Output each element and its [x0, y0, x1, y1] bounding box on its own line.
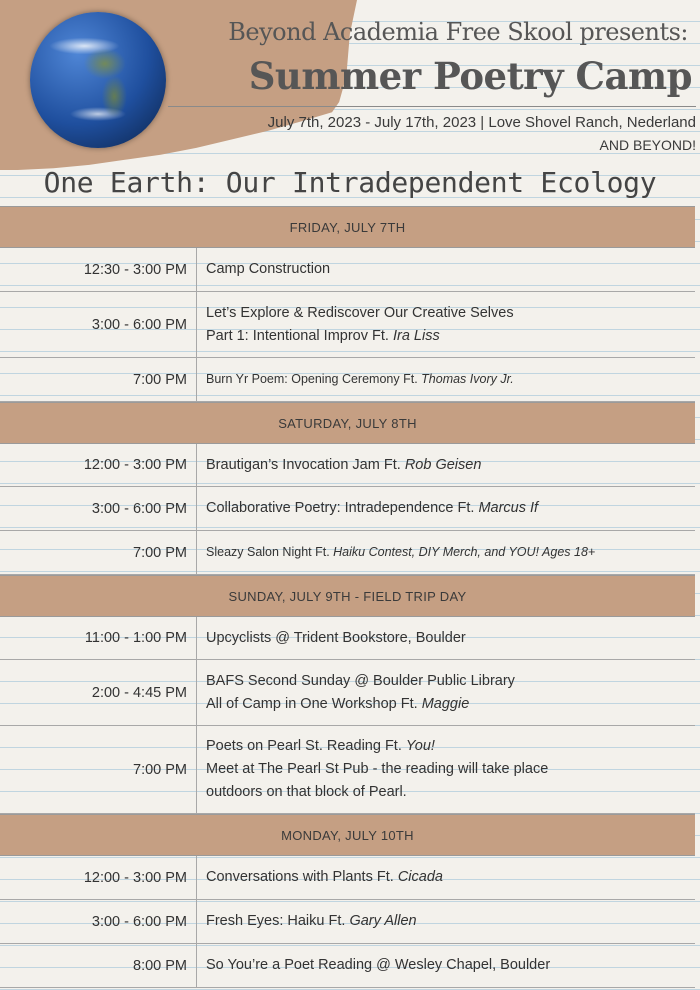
event-line: [206, 670, 695, 693]
schedule-row: [0, 856, 695, 900]
earth-globe-image: [30, 12, 166, 148]
event-text: Meet at The Pearl St Pub - the reading will take place: [206, 761, 549, 777]
event-text: Fresh Eyes: Haiku Ft.: [206, 913, 350, 929]
featured-name: Marcus If: [478, 500, 539, 516]
schedule-row: [0, 900, 695, 944]
event-text: So You’re a Poet Reading @ Wesley Chapel, Boulder: [206, 957, 551, 973]
schedule-row: [0, 660, 695, 726]
featured-name: Gary Allen: [349, 913, 417, 929]
event-line: [206, 627, 695, 650]
event-line: [206, 541, 695, 564]
schedule-row: [0, 487, 695, 531]
event-description: [197, 487, 695, 530]
event-time: 7:00 PM: [0, 726, 197, 813]
event-description: [197, 660, 695, 725]
event-line: [206, 758, 695, 781]
event-text: outdoors on that block of Pearl.: [206, 784, 407, 800]
event-line: [206, 781, 695, 804]
featured-name: Rob Geisen: [404, 456, 482, 473]
event-description: [197, 856, 695, 899]
event-description: [197, 726, 695, 813]
presenter-line: Beyond Academia Free Skool presents:: [228, 18, 688, 46]
event-text: BAFS Second Sunday @ Boulder Public Library: [206, 672, 515, 689]
schedule-row: [0, 531, 695, 575]
event-line: [206, 954, 695, 977]
day-header: SATURDAY, JULY 8TH: [0, 402, 695, 444]
schedule-row: [0, 248, 695, 292]
event-description: [197, 292, 695, 357]
theme-title: One Earth: Our Intradependent Ecology: [43, 166, 657, 199]
event-time: 7:00 PM: [0, 531, 197, 574]
event-description: [197, 617, 695, 659]
event-text: Camp Construction: [206, 261, 331, 277]
day-header: SUNDAY, JULY 9TH - FIELD TRIP DAY: [0, 575, 695, 617]
event-text: Poets on Pearl St. Reading Ft.: [206, 738, 406, 754]
featured-name: Thomas Ivory Jr.: [421, 372, 514, 386]
event-line: [206, 302, 695, 325]
event-text: Collaborative Poetry: Intradependence Ft.: [206, 500, 479, 516]
dates-location: July 7th, 2023 - July 17th, 2023 | Love Shovel Ranch, Nederland: [267, 114, 696, 131]
event-line: [206, 866, 695, 889]
event-time: 8:00 PM: [0, 944, 197, 987]
and-beyond-text: AND BEYOND!: [599, 137, 696, 153]
schedule-row: [0, 444, 695, 487]
featured-name: You!: [405, 738, 435, 754]
event-time: 3:00 - 6:00 PM: [0, 900, 197, 943]
event-time: 3:00 - 6:00 PM: [0, 487, 197, 530]
schedule-row: [0, 944, 695, 988]
event-line: [206, 454, 695, 477]
featured-name: Ira Liss: [392, 327, 440, 344]
event-time: 12:00 - 3:00 PM: [0, 444, 197, 486]
event-text: Brautigan’s Invocation Jam Ft.: [206, 456, 405, 473]
event-description: [197, 531, 695, 574]
schedule-row: [0, 358, 695, 402]
event-text: Upcyclists @ Trident Bookstore, Boulder: [206, 629, 466, 646]
event-description: [197, 358, 695, 401]
event-time: 12:00 - 3:00 PM: [0, 856, 197, 899]
schedule-row: [0, 617, 695, 660]
schedule-row: [0, 292, 695, 358]
event-text: Let’s Explore & Rediscover Our Creative Selves: [206, 304, 514, 321]
schedule-row: [0, 726, 695, 814]
event-line: [206, 910, 695, 933]
event-time: 7:00 PM: [0, 358, 197, 401]
event-line: [206, 325, 695, 348]
featured-name: Cicada: [397, 869, 443, 885]
event-text: All of Camp in One Workshop Ft.: [206, 695, 422, 712]
featured-name: Haiku Contest, DIY Merch, and YOU! Ages 18+: [333, 545, 596, 559]
event-description: [197, 900, 695, 943]
event-line: [206, 693, 695, 716]
event-line: [206, 368, 695, 391]
event-text: Conversations with Plants Ft.: [206, 869, 398, 885]
event-description: [197, 944, 695, 987]
header-divider: [168, 106, 696, 107]
day-header: MONDAY, JULY 10TH: [0, 814, 695, 856]
event-text: Sleazy Salon Night Ft.: [206, 545, 334, 559]
event-description: [197, 248, 695, 291]
event-time: 12:30 - 3:00 PM: [0, 248, 197, 291]
schedule-table: [0, 206, 695, 988]
event-line: [206, 735, 695, 758]
event-time: 3:00 - 6:00 PM: [0, 292, 197, 357]
camp-title: Summer Poetry Camp: [248, 54, 692, 98]
event-time: 2:00 - 4:45 PM: [0, 660, 197, 725]
event-description: [197, 444, 695, 486]
event-line: [206, 497, 695, 520]
featured-name: Maggie: [421, 695, 470, 712]
day-header: FRIDAY, JULY 7TH: [0, 206, 695, 248]
event-text: Burn Yr Poem: Opening Ceremony Ft.: [206, 372, 422, 386]
event-text: Part 1: Intentional Improv Ft.: [206, 327, 393, 344]
event-line: [206, 258, 695, 281]
event-time: 11:00 - 1:00 PM: [0, 617, 197, 659]
